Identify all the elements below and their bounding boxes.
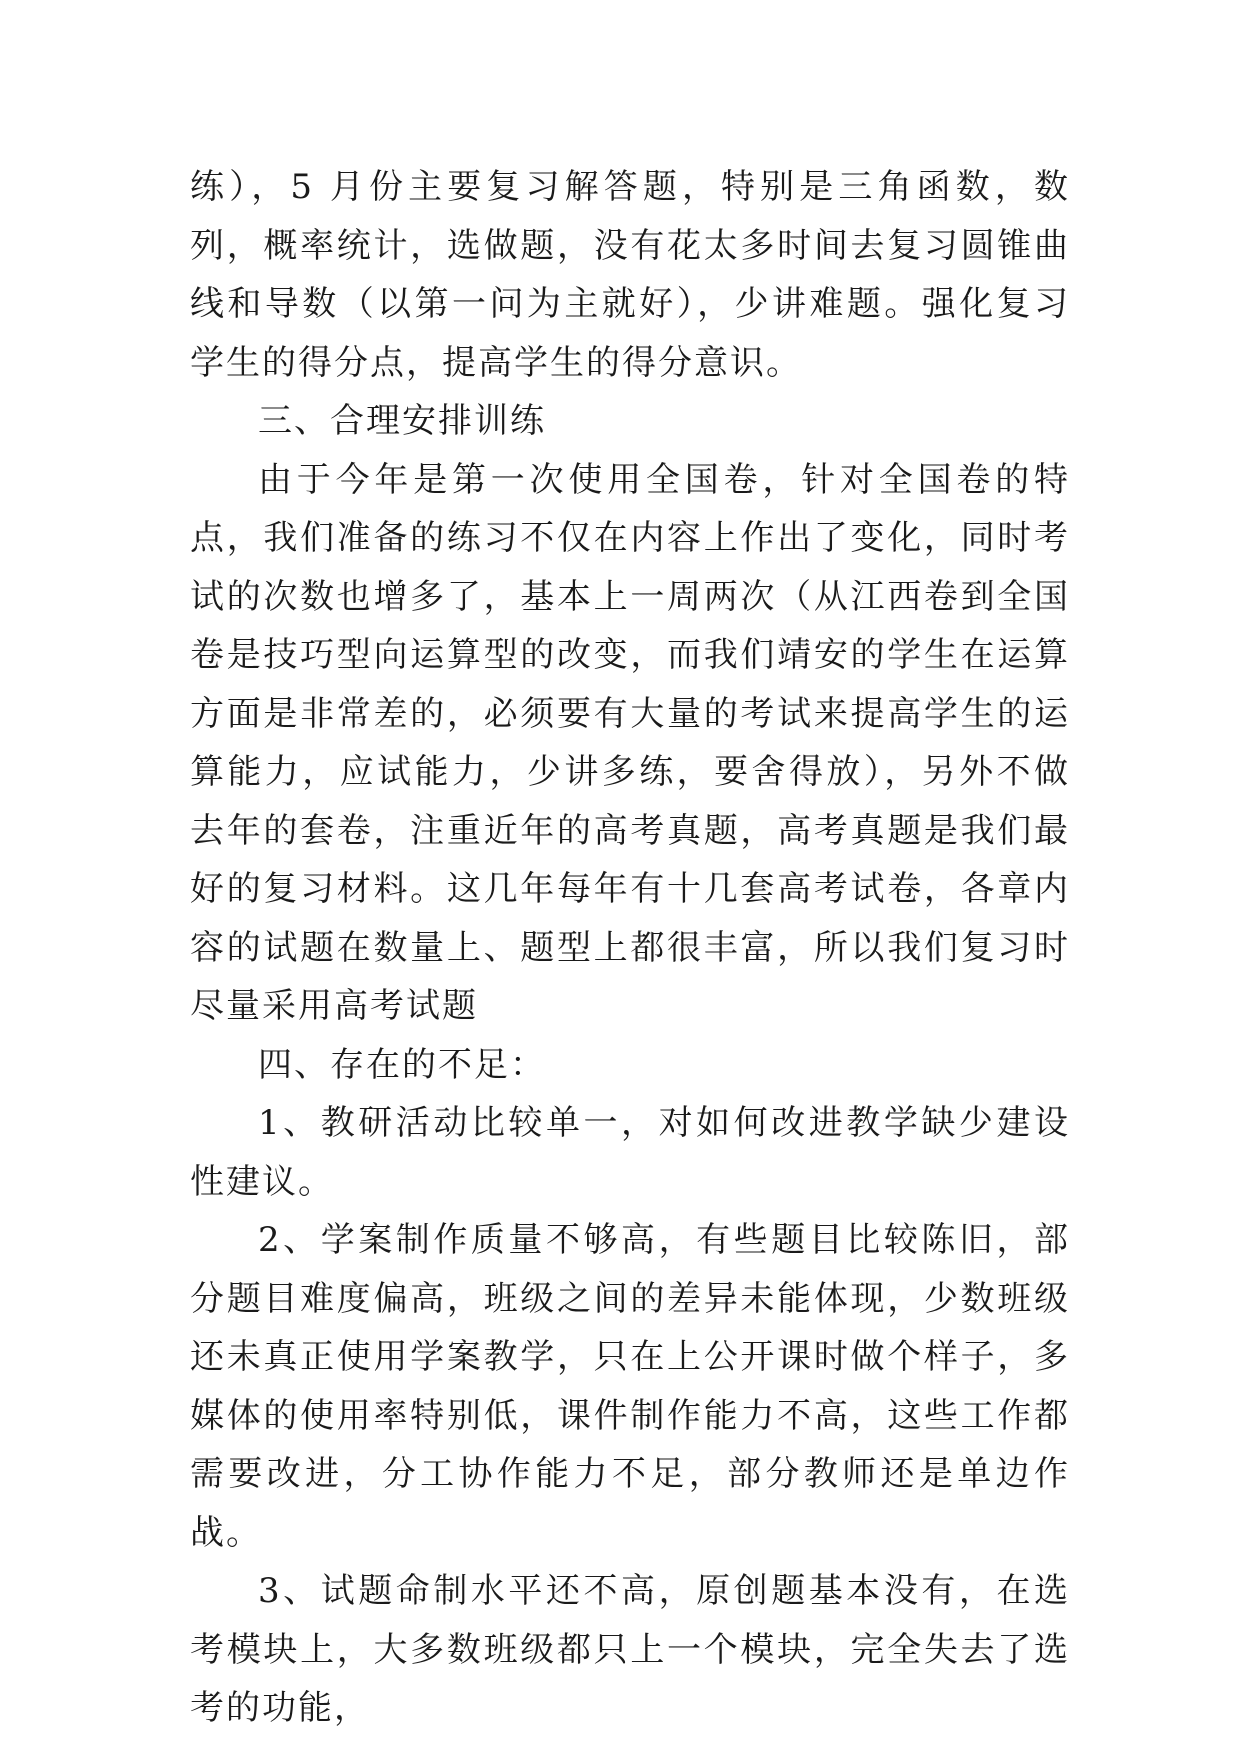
paragraph-review-plan: 练），5 月份主要复习解答题，特别是三角函数，数列，概率统计，选做题，没有花太多时间去复习圆锥曲线和导数（以第一问为主就好），少讲难题。强化复习学生的得分点，提高学生的得分意识。: [190, 167, 1070, 383]
paragraph-training-details: 由于今年是第一次使用全国卷，针对全国卷的特点，我们准备的练习不仅在内容上作出了变化，同时考试的次数也增多了，基本上一周两次（从江西卷到全国卷是技巧型向运算型的改变，而我们靖安的学生在运算方面是非常差的，必须要有大量的考试来提高学生的运算能力，应试能力，少讲多练，要舍得放），另外不做去年的套卷，注重近年的高考真题，高考真题是我们最好的复习材料。这几年每年有十几套高考试卷，各章内容的试题在数量上、题型上都很丰富，所以我们复习时尽量采用高考试题: [190, 459, 1070, 1026]
heading-arrange-training: 三、合理安排训练: [258, 401, 546, 441]
paragraph-shortcoming-2: 2、学案制作质量不够高，有些题目比较陈旧，部分题目难度偏高，班级之间的差异未能体现，少数班级还未真正使用学案教学，只在上公开课时做个样子，多媒体的使用率特别低，课件制作能力不高，这些工作都需要改进，分工协作能力不足，部分教师还是单边作战。: [190, 1220, 1070, 1553]
heading-shortcomings: 四、存在的不足：: [258, 1044, 546, 1085]
paragraph-shortcoming-3: 3、试题命制水平还不高，原创题基本没有，在选考模块上，大多数班级都只上一个模块，完全失去了选考的功能，: [190, 1571, 1070, 1728]
paragraph-shortcoming-1: 1、教研活动比较单一，对如何改进教学缺少建设性建议。: [190, 1103, 1070, 1202]
document-body: [190, 158, 1070, 1738]
